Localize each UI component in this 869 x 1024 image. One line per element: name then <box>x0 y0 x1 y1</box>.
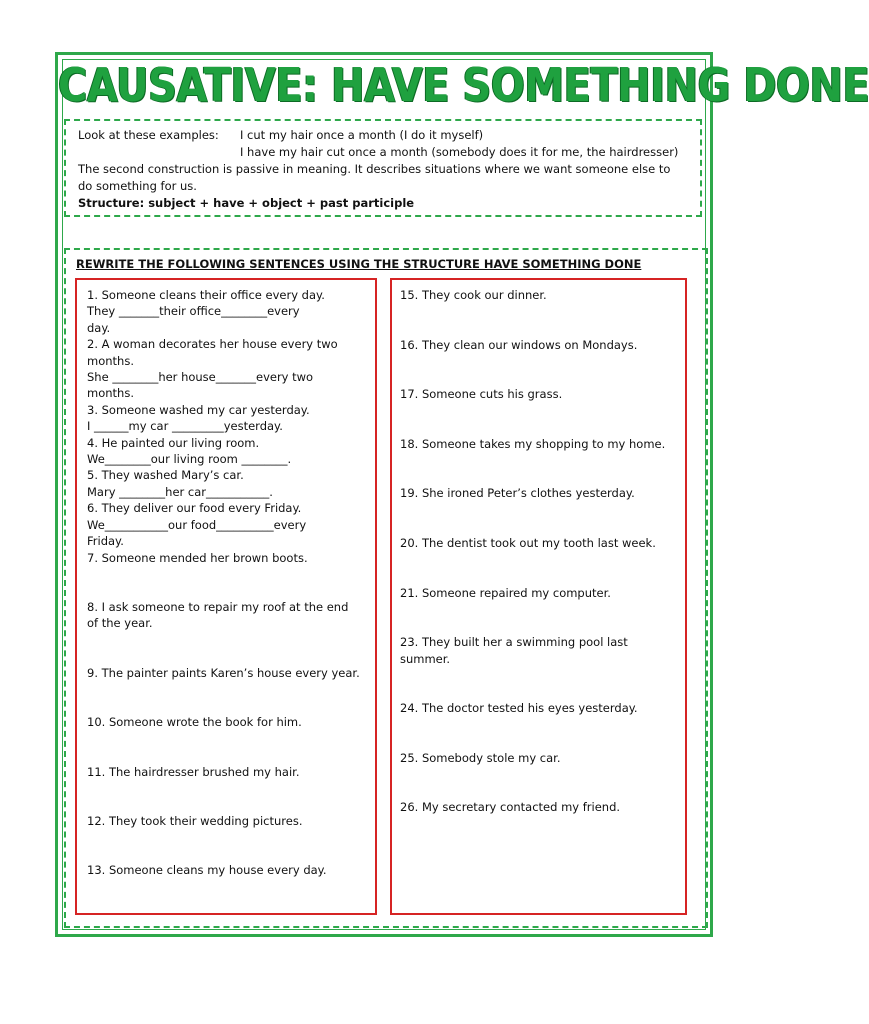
example-2: I have my hair cut once a month (somebody does it for me, the hairdresser) <box>240 145 679 159</box>
answer-line: She ________her house_______every two <box>87 370 314 385</box>
list-item: 11. The hairdresser brushed my hair. <box>87 764 300 779</box>
list-item: months. <box>87 353 134 368</box>
list-item: 1. Someone cleans their office every day. <box>87 288 325 302</box>
list-item: 5. They washed Mary’s car. <box>87 468 244 483</box>
list-item: of the year. <box>87 616 153 631</box>
answer-line: Mary ________her car___________. <box>87 484 273 499</box>
answer-line: I ______my car _________yesterday. <box>87 419 283 434</box>
list-item: 13. Someone cleans my house every day. <box>87 863 327 878</box>
list-item: 4. He painted our living room. <box>87 435 260 450</box>
example-1: I cut my hair once a month (I do it myself) <box>240 128 484 142</box>
list-item: 6. They deliver our food every Friday. <box>87 501 302 516</box>
explanation-text: The second construction is passive in meaning. It describes situations where we want someone else to do something for us. <box>78 162 671 193</box>
list-item: 18. Someone takes my shopping to my home. <box>400 436 666 451</box>
list-item: 15. They cook our dinner. <box>400 288 547 302</box>
worksheet-frame <box>55 52 869 937</box>
list-item: 23. They built her a swimming pool last <box>400 635 628 650</box>
answer-line: They _______their office________every <box>87 304 300 319</box>
list-item: 2. A woman decorates her house every two <box>87 337 338 352</box>
list-item: 3. Someone washed my car yesterday. <box>87 402 310 417</box>
list-item: 9. The painter paints Karen’s house every year. <box>87 665 360 680</box>
answer-line: months. <box>87 386 134 401</box>
worksheet-title: CAUSATIVE: HAVE SOMETHING DONE <box>58 59 869 113</box>
list-item: 8. I ask someone to repair my roof at the end <box>87 599 349 614</box>
list-item: 24. The doctor tested his eyes yesterday. <box>400 701 638 716</box>
list-item: 17. Someone cuts his grass. <box>400 387 563 402</box>
exercise-instruction: REWRITE THE FOLLOWING SENTENCES USING THE STRUCTURE HAVE SOMETHING DONE <box>76 257 642 271</box>
list-item: summer. <box>400 651 451 666</box>
answer-line: We___________our food__________every <box>87 517 307 532</box>
examples-lead: Look at these examples: <box>78 128 219 142</box>
answer-line: Friday. <box>87 534 124 549</box>
exercise-column-right <box>390 278 687 915</box>
list-item: 10. Someone wrote the book for him. <box>87 715 302 730</box>
list-item: 21. Someone repaired my computer. <box>400 585 611 600</box>
answer-line: We________our living room ________. <box>87 452 292 467</box>
list-item: 26. My secretary contacted my friend. <box>400 800 621 815</box>
structure-text: Structure: subject + have + object + past participle <box>78 196 415 210</box>
list-item: 12. They took their wedding pictures. <box>87 813 303 828</box>
list-item: 7. Someone mended her brown boots. <box>87 550 308 565</box>
answer-line: day. <box>87 320 111 335</box>
exercise-column-left <box>75 278 377 915</box>
list-item: 16. They clean our windows on Mondays. <box>400 337 638 352</box>
exercise-box <box>64 248 708 928</box>
examples-box <box>64 119 702 217</box>
list-item: 20. The dentist took out my tooth last week. <box>400 535 656 550</box>
list-item: 25. Somebody stole my car. <box>400 750 561 765</box>
list-item: 19. She ironed Peter’s clothes yesterday. <box>400 486 635 501</box>
